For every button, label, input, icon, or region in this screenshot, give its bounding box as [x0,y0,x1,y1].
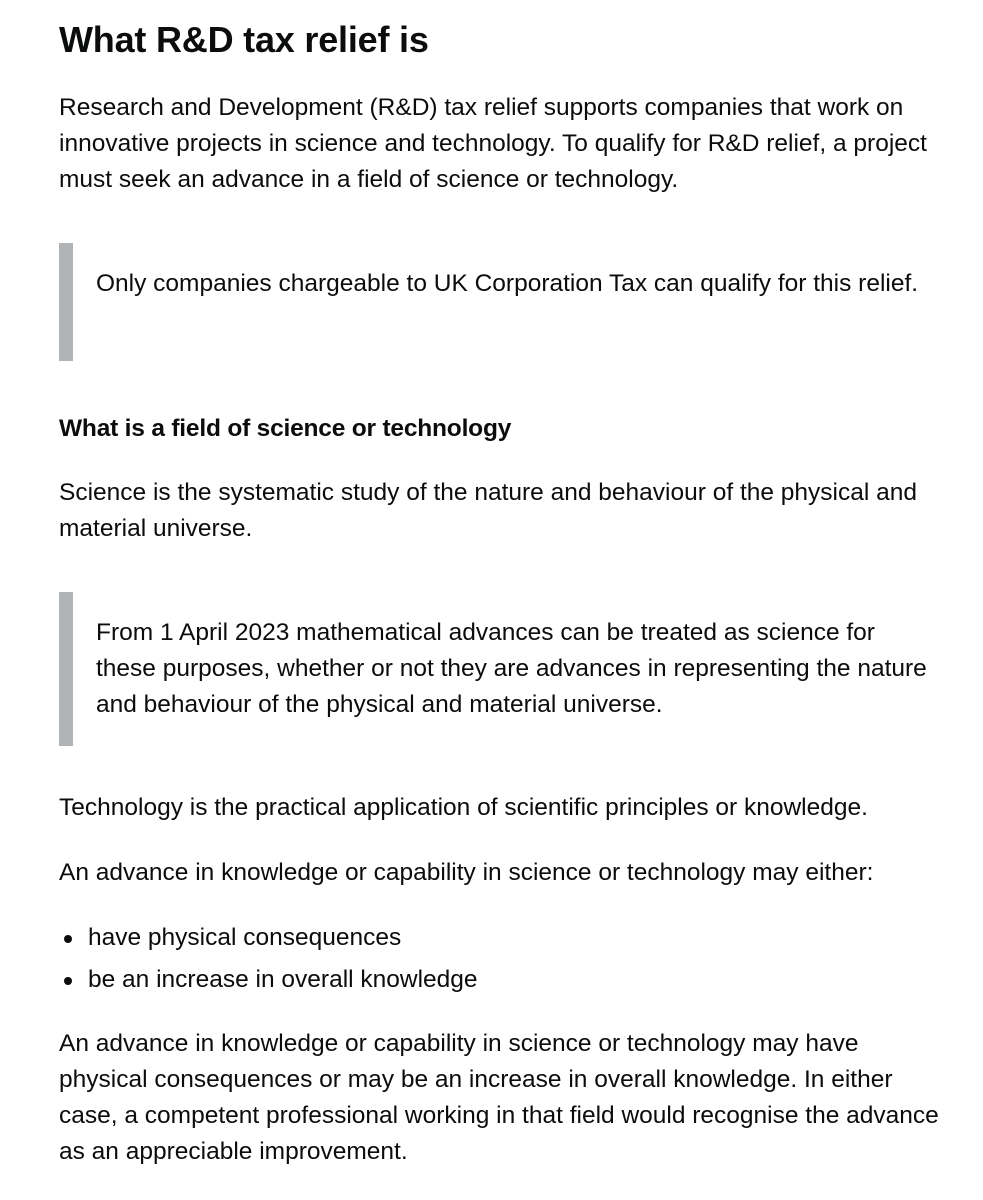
bullet-icon [64,935,72,943]
page-title: What R&D tax relief is [59,19,429,60]
intro-paragraph: Research and Development (R&D) tax relief supports companies that work on innovative projects in science and technology. To qualify for R&D relief, a project must seek an advance in a field of science or technology. [59,94,927,193]
inset-text-mathematical-advances [59,592,929,746]
technology-definition-paragraph: Technology is the practical application of scientific principles or knowledge. [59,794,868,821]
list-item [59,962,478,1004]
closing-paragraph: An advance in knowledge or capability in science or technology may have physical consequences or may be an increase in overall knowledge. In either case, a competent professional working in that field would recognise the advance as an appreciable improvement. [59,1030,939,1165]
list-item-text: have physical consequences [88,924,402,951]
bullet-icon [64,977,72,985]
list-item-text: be an increase in overall knowledge [88,966,478,993]
section-heading: What is a field of science or technology [59,415,512,442]
inset-text-corporation-tax [59,243,929,361]
advance-intro-paragraph: An advance in knowledge or capability in science or technology may either: [59,859,874,886]
inset-text-content: From 1 April 2023 mathematical advances can be treated as science for these purposes, whether or not they are advances in representing the nature and behaviour of the physical and material universe. [96,619,927,718]
inset-text-content: Only companies chargeable to UK Corporation Tax can qualify for this relief. [96,270,919,297]
bullet-list [59,920,478,1004]
science-definition-paragraph: Science is the systematic study of the nature and behaviour of the physical and material universe. [59,479,918,542]
list-item [59,920,478,962]
